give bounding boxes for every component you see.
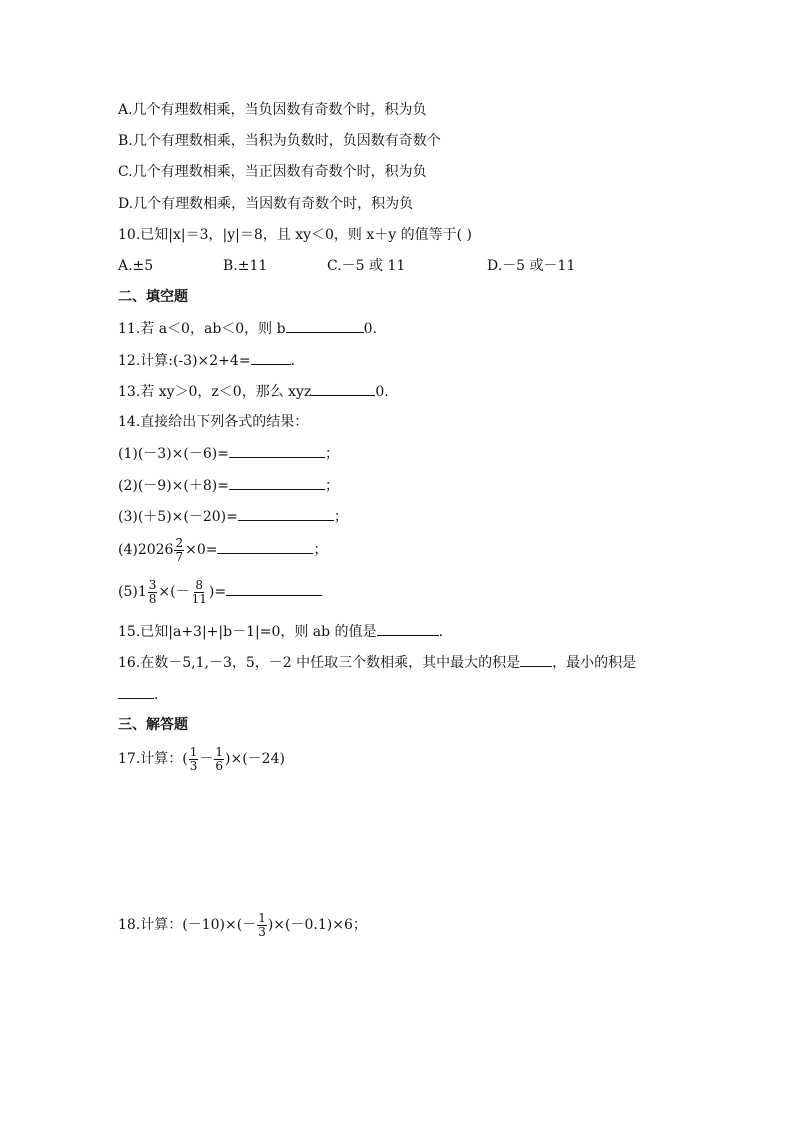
question-16-continued: .: [118, 684, 158, 705]
option-10c: C.－5 或 11: [327, 258, 406, 274]
answer-blank[interactable]: [377, 621, 439, 636]
fraction: $\frac{1}{6}$: [215, 744, 224, 773]
question-14-part-1: (1)(－3)×(－6)= ；: [118, 443, 339, 464]
question-18: 18.计算：(－10)×(－ $\frac{1}{3}$ )×(－0.1)×6；: [118, 910, 367, 939]
answer-blank[interactable]: [286, 318, 364, 333]
question-14-part-3: (3)(＋5)×(－20)= ；: [118, 506, 348, 527]
answer-blank[interactable]: [217, 539, 313, 554]
section-solve-heading: 三、解答题: [118, 717, 188, 733]
answer-blank[interactable]: [520, 652, 552, 667]
question-13: 13.若 xy＞0，z＜0，那么 xyz 0.: [118, 381, 389, 402]
answer-blank[interactable]: [251, 350, 291, 365]
option-9c: C.几个有理数相乘，当正因数有奇数个时，积为负: [118, 164, 427, 180]
answer-blank[interactable]: [229, 443, 325, 458]
fraction: $\frac{3}{8}$: [148, 577, 157, 606]
answer-blank[interactable]: [238, 506, 334, 521]
section-fill-in-heading: 二、填空题: [118, 289, 188, 305]
question-11: 11.若 a＜0，ab＜0，则 b 0.: [118, 318, 377, 339]
option-9b: B.几个有理数相乘，当积为负数时，负因数有奇数个: [118, 133, 441, 149]
question-15: 15.已知|a+3|+|b－1|=0，则 ab 的值是 .: [118, 621, 443, 642]
fraction: $\frac{1}{3}$: [258, 910, 266, 939]
fraction: $\frac{1}{3}$: [189, 744, 198, 773]
option-10d: D.－5 或－11: [487, 258, 576, 274]
fraction: $\frac{8}{11}$: [191, 577, 207, 606]
option-10b: B.±11: [223, 258, 268, 274]
question-16: 16.在数－5,1,－3，5，－2 中任取三个数相乘，其中最大的积是 ，最小的积是: [118, 652, 636, 673]
answer-blank[interactable]: [226, 581, 322, 596]
question-12: 12.计算:(-3)×2+4= .: [118, 350, 295, 371]
question-14-part-2: (2)(－9)×(＋8)= ；: [118, 475, 339, 496]
fraction: $\frac{2}{7}$: [175, 535, 184, 564]
question-14-stem: 14.直接给出下列各式的结果：: [118, 414, 309, 430]
question-10-options: [118, 256, 575, 276]
option-10a: A.±5: [118, 258, 154, 274]
answer-blank[interactable]: [118, 684, 154, 699]
answer-blank[interactable]: [229, 475, 325, 490]
question-14-part-5: (5)1 $\frac{3}{8}$ ×(－ $\frac{8}{11}$ )=: [118, 574, 322, 610]
question-14-part-4: (4)2026 $\frac{2}{7}$ ×0= ；: [118, 535, 328, 564]
option-9a: A.几个有理数相乘，当负因数有奇数个时，积为负: [118, 102, 427, 118]
answer-blank[interactable]: [311, 381, 375, 396]
option-9d: D.几个有理数相乘，当因数有奇数个时，积为负: [118, 196, 414, 212]
question-17: 17.计算：( $\frac{1}{3}$ － $\frac{1}{6}$ )×(－24): [118, 744, 285, 773]
question-10-stem: 10.已知|x|＝3，|y|＝8，且 xy＜0，则 x＋y 的值等于( ): [118, 227, 472, 243]
